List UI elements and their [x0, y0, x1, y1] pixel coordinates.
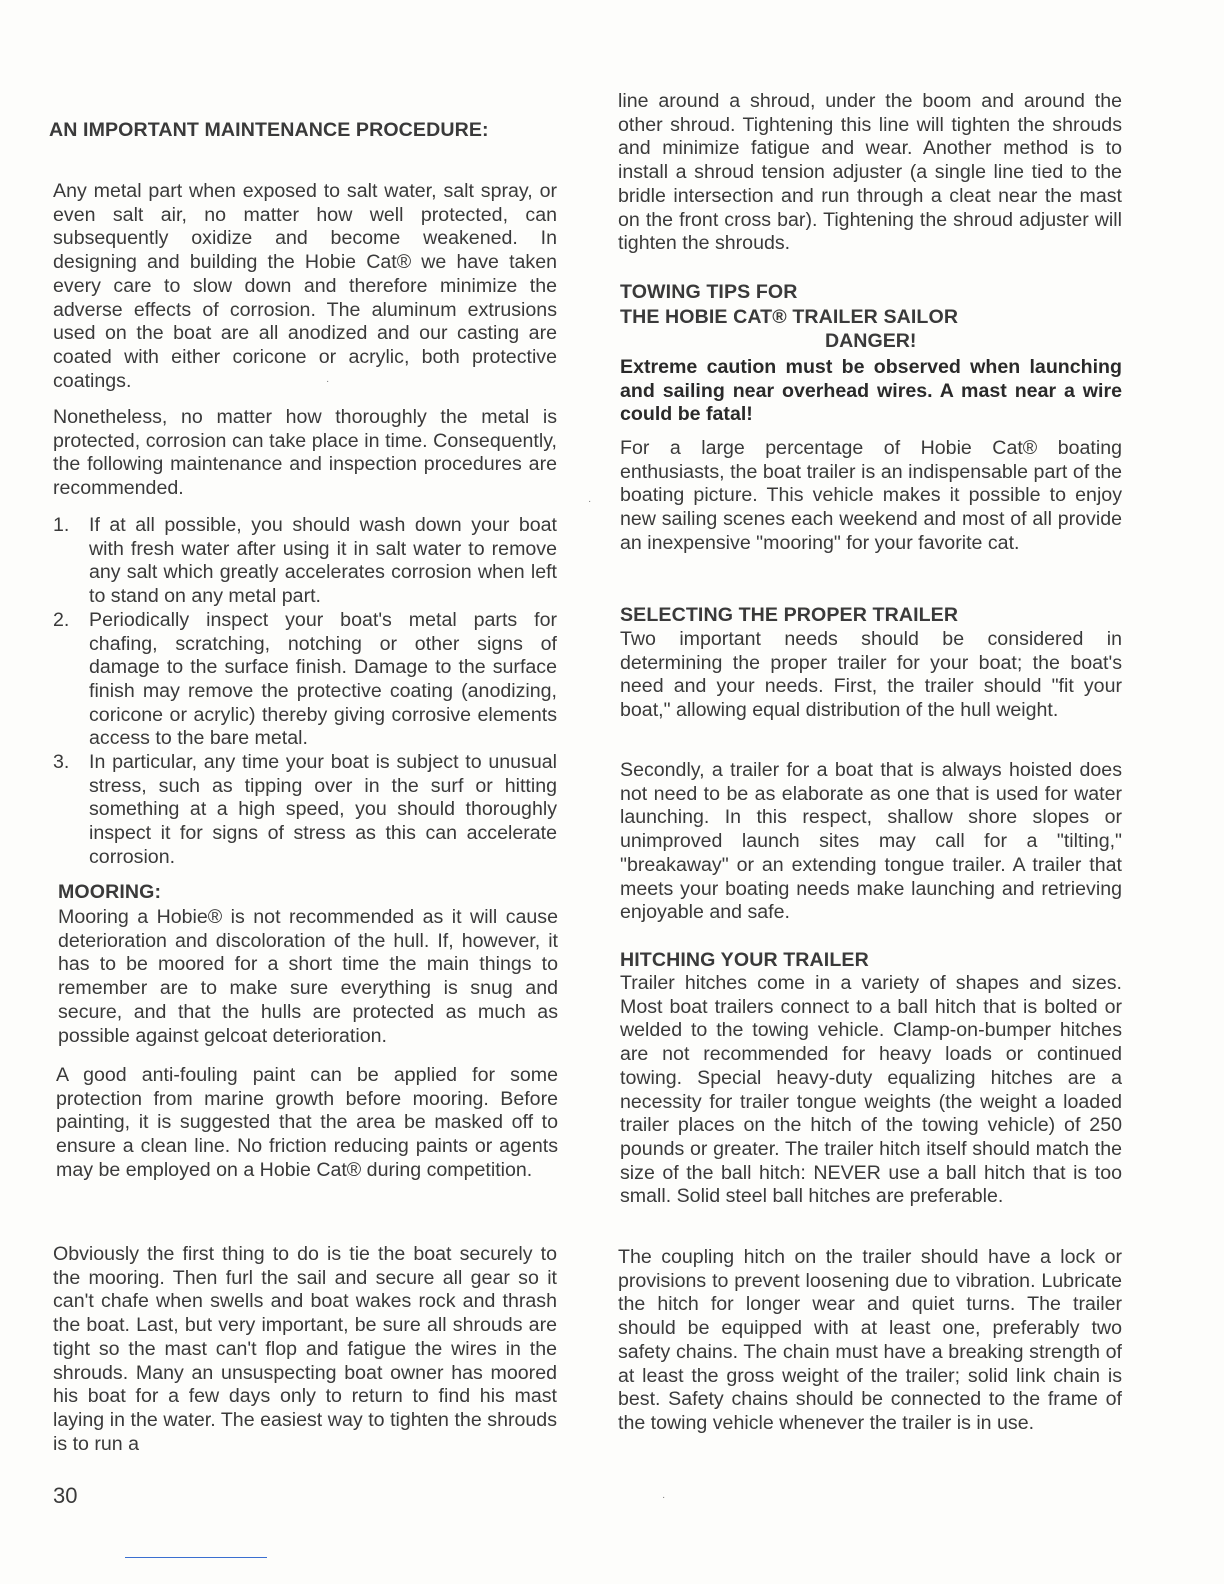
- scan-speck: ·: [588, 496, 592, 507]
- list-number: 3.: [53, 751, 70, 774]
- mooring-paragraph-3: Obviously the first thing to do is tie the boat securely to the mooring. Then furl the sail and secure all gear so it can't chafe when swells and boat wakes rock and thrash the boat. Last, but very important, be sure all shrouds are tight so the mast can't flop and fatigue the wires in the shrouds. Many an unsuspecting boat owner has moored his boat for a few days only to return to find his mast laying in the water. The easiest way to tighten the shrouds is to run a: [53, 1243, 557, 1455]
- list-item: [53, 751, 557, 870]
- list-number: 1.: [53, 514, 70, 536]
- list-item: [53, 514, 557, 609]
- list-item-text: Periodically inspect your boat's metal parts for chafing, scratching, notching or other signs of damage to the surface finish. Damage to the surface finish may remove the protective coating (anodizing, coricone or acrylic) thereby giving corrosive elements access to the bare metal.: [89, 608, 557, 750]
- hitching-paragraph-1: Trailer hitches come in a variety of shapes and sizes. Most boat trailers connect to a ball hitch that is bolted or welded to the towing vehicle. Clamp-on-bumper hitches are not recommended for heavy loads or continued towing. Special heavy-duty equalizing hitches are a necessity for trailer tongue weights (the weight a loaded trailer places on the hitch of the towing vehicle) of 250 pounds or greater. The trailer hitch itself should match the size of the ball hitch: NEVER use a ball hitch that is too small. Solid steel ball hitches are preferable.: [620, 972, 1122, 1208]
- shroud-paragraph: line around a shroud, under the boom and around the other shroud. Tightening this line will tighten the shrouds and minimize fatigue and wear. Another method is to install a shroud tension adjuster (a single line tied to the bridle intersection and run through a cleat near the mast on the front cross bar). Tightening the shroud adjuster will tighten the shrouds.: [618, 90, 1122, 255]
- scan-speck: ·: [326, 376, 330, 387]
- mooring-heading: MOORING:: [58, 881, 162, 903]
- towing-heading-line-2: THE HOBIE CAT® TRAILER SAILOR: [620, 306, 959, 328]
- hitching-paragraph-2: The coupling hitch on the trailer should have a lock or provisions to prevent loosening due to vibration. Lubricate the hitch for longer wear and quiet turns. The trailer should be equipped with at least one, preferably two safety chains. The chain must have a breaking strength of at least the gross weight of the trailer; solid link chain is best. Safety chains should be connected to the frame of the towing vehicle whenever the trailer is in use.: [618, 1246, 1122, 1434]
- danger-heading: DANGER!: [825, 330, 917, 352]
- selecting-trailer-heading: SELECTING THE PROPER TRAILER: [620, 604, 959, 626]
- list-item: [53, 609, 557, 751]
- maintenance-paragraph-2: Nonetheless, no matter how thoroughly the metal is protected, corrosion can take place in time. Consequently, the following maintenance and inspection procedures are recommended.: [53, 406, 557, 500]
- towing-paragraph: For a large percentage of Hobie Cat® boating enthusiasts, the boat trailer is an indispensable part of the boating picture. This vehicle makes it possible to enjoy new sailing scenes each weekend and most of all provide an inexpensive "mooring" for your favorite cat.: [620, 437, 1122, 554]
- towing-heading-line-1: TOWING TIPS FOR: [620, 281, 798, 303]
- list-item-text: If at all possible, you should wash down your boat with fresh water after using it in salt water to remove any salt which greatly accelerates corrosion when left to stand on any metal part.: [89, 514, 557, 608]
- hitching-trailer-heading: HITCHING YOUR TRAILER: [620, 949, 869, 971]
- selecting-paragraph-2: Secondly, a trailer for a boat that is always hoisted does not need to be as elaborate as one that is used for water launching. In this respect, shallow shore slopes or unimproved launch sites may call for a "tilting," "breakaway" or an extending tongue trailer. A trailer that meets your boating needs make launching and retrieving enjoyable and safe.: [620, 759, 1122, 924]
- maintenance-heading: AN IMPORTANT MAINTENANCE PROCEDURE:: [49, 119, 489, 141]
- page-number: 30: [53, 1483, 78, 1508]
- mooring-paragraph-2: A good anti-fouling paint can be applied for some protection from marine growth before mooring. Before painting, it is suggested that the area be masked off to ensure a clean line. No friction reducing paints or agents may be employed on a Hobie Cat® during competition.: [56, 1064, 558, 1181]
- footer-rule: [125, 1557, 267, 1558]
- mooring-paragraph-1: Mooring a Hobie® is not recommended as it will cause deterioration and discoloration of the hull. If, however, it has to be moored for a short time the main things to remember are to make sure everything is snug and secure, and that the hulls are protected as much as possible against gelcoat deterioration.: [58, 906, 558, 1047]
- list-number: 2.: [53, 608, 70, 631]
- selecting-paragraph-1: Two important needs should be considered in determining the proper trailer for your boat; the boat's need and your needs. First, the trailer should "fit your boat," allowing equal distribution of the hull weight.: [620, 628, 1122, 722]
- maintenance-paragraph-1: Any metal part when exposed to salt water, salt spray, or even salt air, no matter how well protected, can subsequently oxidize and become weakened. In designing and building the Hobie Cat® we have taken every care to slow down and therefore minimize the adverse effects of corrosion. The aluminum extrusions used on the boat are all anodized and our casting are coated with either coricone or acrylic, both protective coatings.: [53, 180, 557, 392]
- scan-speck: ·: [662, 1492, 666, 1503]
- list-item-text: In particular, any time your boat is subject to unusual stress, such as tipping over in the surf or hitting something at a high speed, you should thoroughly inspect it for signs of stress as this can accelerate corrosion.: [89, 751, 557, 868]
- maintenance-list: [53, 514, 557, 870]
- danger-warning-text: Extreme caution must be observed when launching and sailing near overhead wires. A mast near a wire could be fatal!: [620, 356, 1122, 426]
